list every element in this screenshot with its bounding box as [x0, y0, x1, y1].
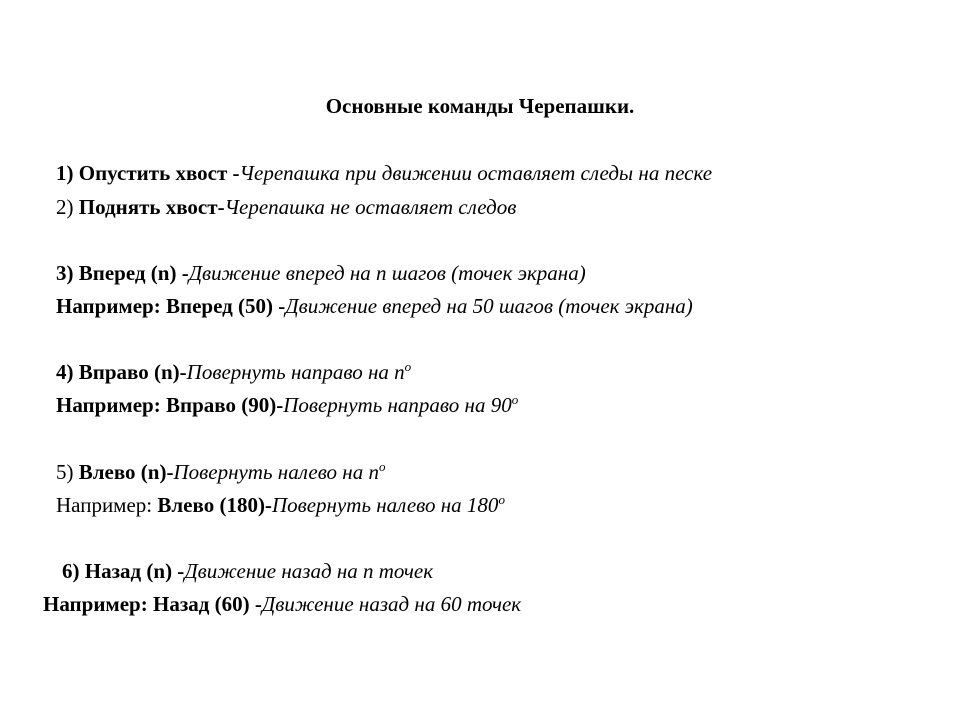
- command-3-example-label: Например:: [56, 294, 161, 318]
- command-5: [56, 459, 385, 485]
- degree-icon: o: [498, 492, 505, 507]
- command-3-example: [56, 293, 693, 319]
- command-5-example-description: Повернуть налево на 180: [271, 493, 499, 517]
- command-3-number: 3): [56, 261, 74, 285]
- command-3-example-description: Движение вперед на 50 шагов (точек экрана): [285, 294, 693, 318]
- degree-icon: o: [378, 459, 386, 474]
- command-3-description: Движение вперед на n шагов (точек экрана): [188, 261, 586, 285]
- command-2-number: 2): [56, 195, 74, 219]
- command-1-description: Черепашка при движении оставляет следы на песке: [239, 161, 713, 185]
- command-5-example-label: Например:: [56, 493, 153, 517]
- command-5-number: 5): [56, 460, 74, 484]
- command-4-example-description: Повернуть направо на 90: [283, 393, 512, 417]
- command-6: [62, 558, 433, 584]
- command-2-name: Поднять хвост-: [73, 195, 225, 219]
- command-4-description: Повернуть направо на n: [186, 360, 405, 384]
- command-1-number: 1): [56, 161, 74, 185]
- command-4-example-label: Например:: [56, 393, 161, 417]
- command-3-name: Вперед (n) -: [73, 261, 189, 285]
- command-1: [56, 160, 712, 186]
- command-5-name: Влево (n)-: [73, 460, 174, 484]
- command-3: [56, 260, 586, 286]
- degree-icon: o: [511, 392, 519, 407]
- command-5-example: [56, 492, 505, 518]
- command-6-example-description: Движение назад на 60 точек: [261, 592, 522, 616]
- command-6-number: 6): [62, 559, 80, 583]
- degree-icon: o: [404, 359, 412, 374]
- page-title: Основные команды Черепашки.: [325, 94, 635, 118]
- command-4-example: [56, 392, 518, 418]
- command-6-description: Движение назад на n точек: [184, 559, 434, 583]
- command-4-name: Вправо (n)-: [73, 360, 187, 384]
- command-4-number: 4): [56, 360, 74, 384]
- command-3-example-command: Вперед (50) -: [160, 294, 286, 318]
- command-5-description: Повернуть налево на n: [173, 460, 379, 484]
- command-6-name: Назад (n) -: [79, 559, 185, 583]
- command-6-example-command: Назад (60) -: [147, 592, 262, 616]
- command-1-name: Опустить хвост -: [73, 161, 240, 185]
- command-5-example-command: Влево (180)-: [152, 493, 272, 517]
- command-6-example: [43, 591, 521, 617]
- command-6-example-label: Например:: [43, 592, 148, 616]
- command-4-example-command: Вправо (90)-: [160, 393, 284, 417]
- command-2: [56, 194, 516, 220]
- command-2-description: Черепашка не оставляет следов: [224, 195, 517, 219]
- command-4: [56, 359, 411, 385]
